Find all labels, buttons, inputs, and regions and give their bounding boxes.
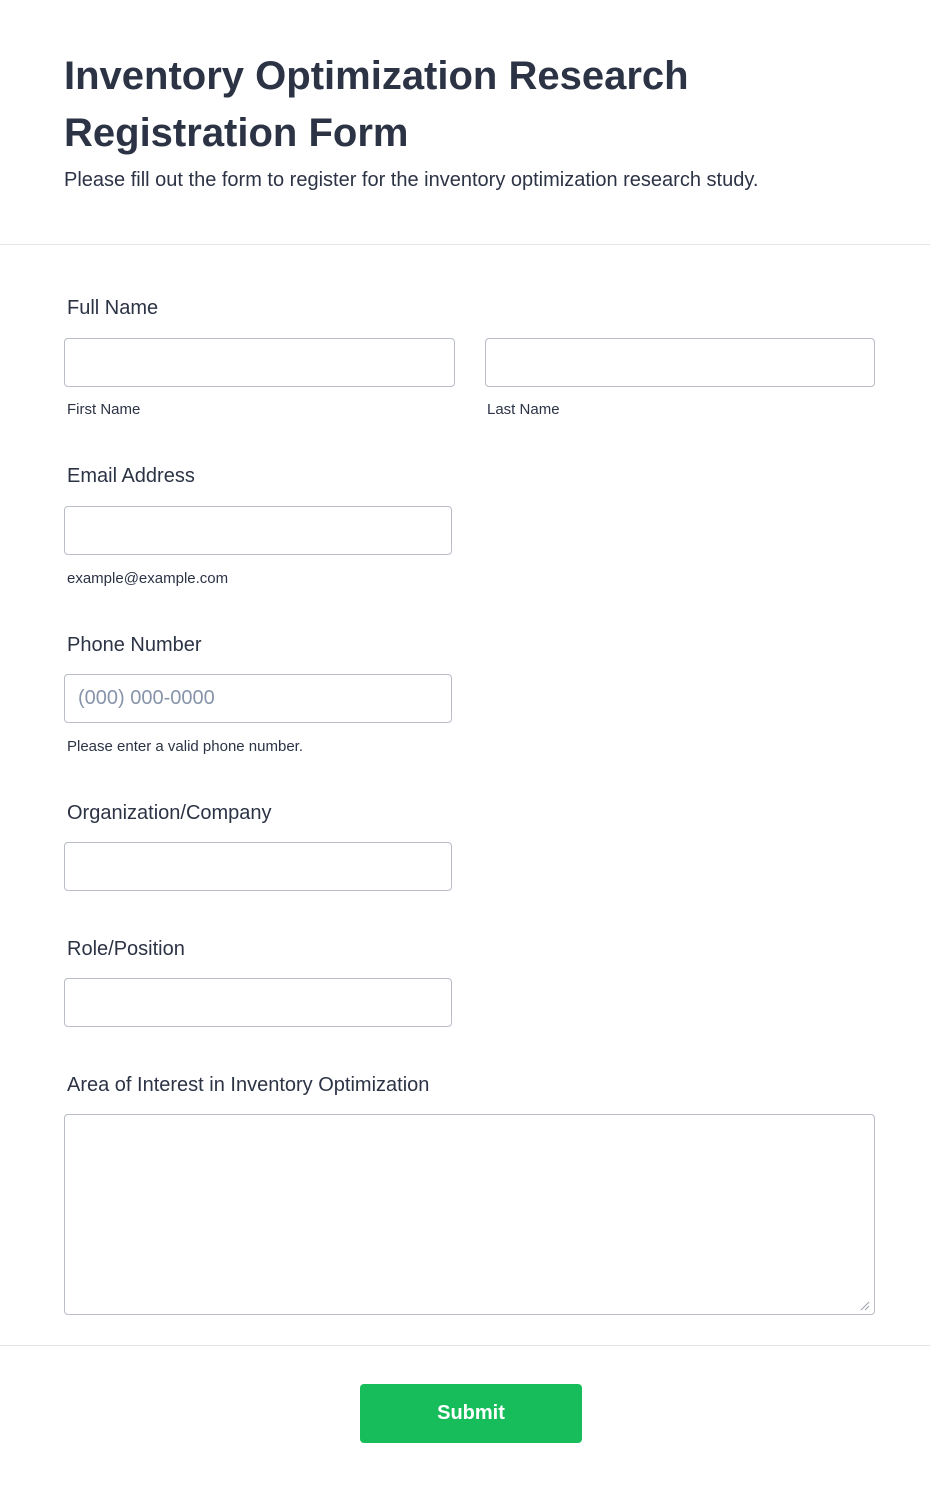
organization-label: Organization/Company xyxy=(67,802,272,824)
last-name-sublabel: Last Name xyxy=(487,401,560,418)
full-name-label: Full Name xyxy=(67,297,159,319)
email-input[interactable] xyxy=(64,506,452,555)
email-label: Email Address xyxy=(67,465,195,487)
last-name-input[interactable] xyxy=(485,338,875,387)
role-input[interactable] xyxy=(64,978,452,1027)
phone-input[interactable] xyxy=(64,674,452,723)
form-header xyxy=(0,0,930,245)
organization-input[interactable] xyxy=(64,842,452,891)
area-of-interest-label: Area of Interest in Inventory Optimization xyxy=(67,1074,430,1096)
submit-button[interactable]: Submit xyxy=(360,1384,582,1443)
first-name-sublabel: First Name xyxy=(67,401,141,418)
role-label: Role/Position xyxy=(67,938,185,960)
resize-handle-icon[interactable] xyxy=(858,1299,870,1311)
email-sublabel: example@example.com xyxy=(67,570,229,587)
form-title: Inventory Optimization Research Registration Form xyxy=(64,54,689,155)
first-name-input[interactable] xyxy=(64,338,455,387)
phone-sublabel: Please enter a valid phone number. xyxy=(67,738,303,755)
phone-label: Phone Number xyxy=(67,634,202,656)
area-of-interest-textarea[interactable] xyxy=(64,1114,875,1315)
form-subtitle: Please fill out the form to register for the inventory optimization research study. xyxy=(64,169,759,191)
